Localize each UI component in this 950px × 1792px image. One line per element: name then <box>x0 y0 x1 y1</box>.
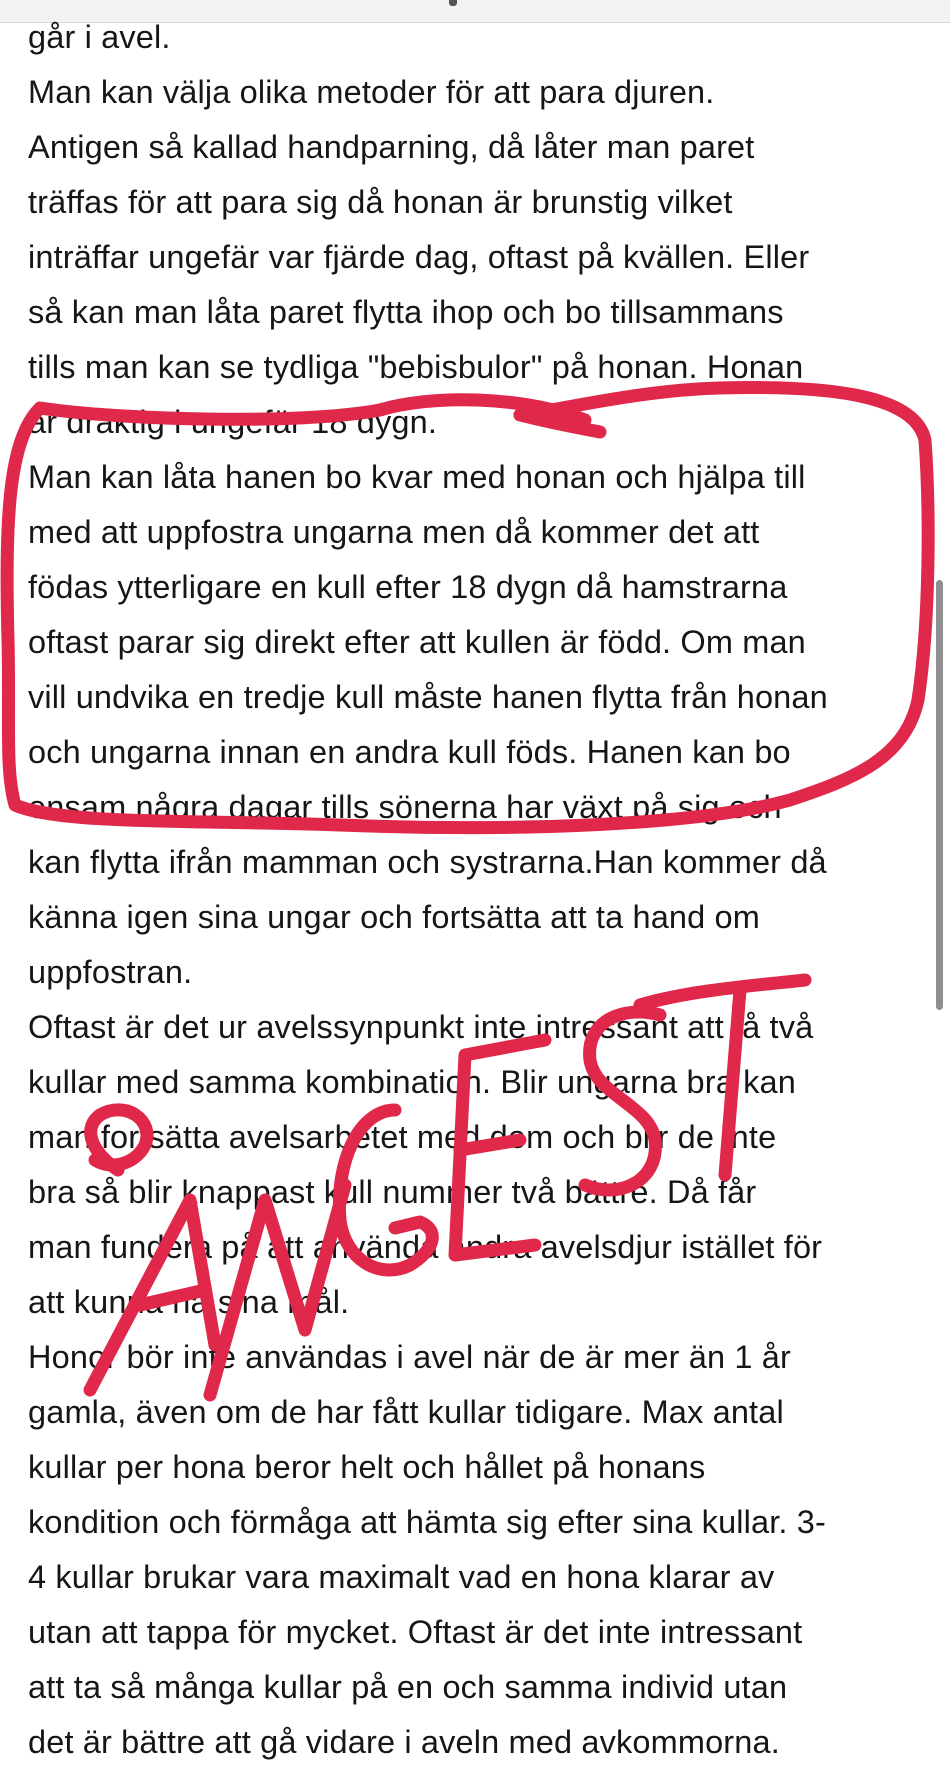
article-text <box>28 10 928 1770</box>
top-indicator-icon <box>449 0 457 6</box>
text-line: vill undvika en tredje kull måste hanen flytta från honan <box>28 679 828 715</box>
text-line: 4 kullar brukar vara maximalt vad en hona klarar av <box>28 1559 775 1595</box>
text-line: man fundera på att använda andra avelsdjur istället för <box>28 1229 823 1265</box>
text-line: bra så blir knappast kull nummer två bättre. Då får <box>28 1174 757 1210</box>
text-line: oftast parar sig direkt efter att kullen är född. Om man <box>28 624 806 660</box>
text-line: Man kan låta hanen bo kvar med honan och hjälpa till <box>28 459 806 495</box>
text-line: Honor bör inte användas i avel när de är mer än 1 år <box>28 1339 791 1375</box>
text-line: det är bättre att gå vidare i aveln med avkommorna. <box>28 1724 780 1760</box>
text-line: födas ytterligare en kull efter 18 dygn då hamstrarna <box>28 569 788 605</box>
text-line: kullar per hona beror helt och hållet på honans <box>28 1449 706 1485</box>
text-line: kan flytta ifrån mamman och systrarna.Han kommer då <box>28 844 827 880</box>
text-line: Antigen så kallad handparning, då låter man paret <box>28 129 755 165</box>
text-line: gamla, även om de har fått kullar tidigare. Max antal <box>28 1394 784 1430</box>
text-line: ensam några dagar tills sönerna har växt på sig och <box>28 789 782 825</box>
text-line: känna igen sina ungar och fortsätta att ta hand om <box>28 899 761 935</box>
text-line: kullar med samma kombination. Blir ungarna bra kan <box>28 1064 796 1100</box>
text-line: med att uppfostra ungarna men då kommer det att <box>28 514 760 550</box>
text-line: tills man kan se tydliga "bebisbulor" på honan. Honan <box>28 349 804 385</box>
text-line: och ungarna innan en andra kull föds. Hanen kan bo <box>28 734 791 770</box>
text-line: man fortsätta avelsarbetet med dem och blir de inte <box>28 1119 777 1155</box>
text-line: går i avel. <box>28 19 171 55</box>
text-line: Man kan välja olika metoder för att para djuren. <box>28 74 715 110</box>
text-line: att ta så många kullar på en och samma individ utan <box>28 1669 788 1705</box>
text-line: utan att tappa för mycket. Oftast är det inte intressant <box>28 1614 803 1650</box>
text-line: att kunna nå sina mål. <box>28 1284 350 1320</box>
text-line: träffas för att para sig då honan är brunstig vilket <box>28 184 733 220</box>
text-line: kondition och förmåga att hämta sig efter sina kullar. 3- <box>28 1504 826 1540</box>
text-line: så kan man låta paret flytta ihop och bo tillsammans <box>28 294 784 330</box>
text-line: Oftast är det ur avelssynpunkt inte intressant att få två <box>28 1009 814 1045</box>
text-line: uppfostran. <box>28 954 193 990</box>
text-line: inträffar ungefär var fjärde dag, oftast på kvällen. Eller <box>28 239 810 275</box>
text-line: är dräktig i ungefär 18 dygn. <box>28 404 438 440</box>
vertical-scrollbar[interactable] <box>936 580 943 1010</box>
